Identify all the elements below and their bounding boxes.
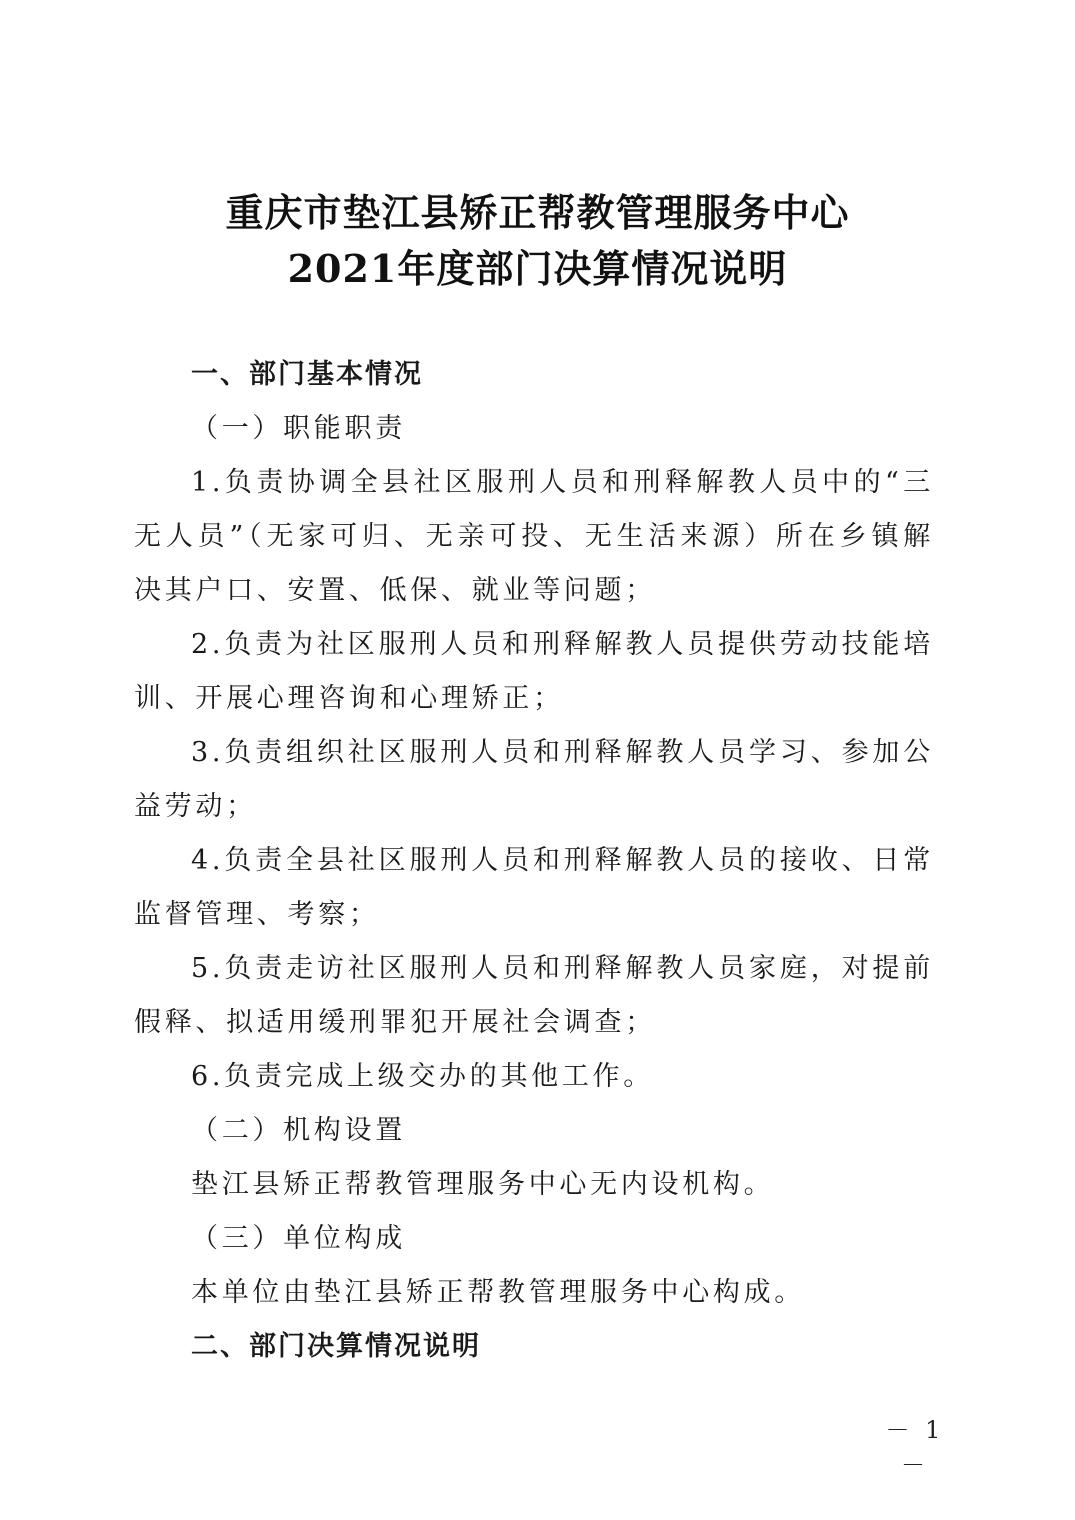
duty-item: 4.负责全县社区服刑人员和刑释解教人员的接收、日常监督管理、考察；	[134, 845, 934, 930]
duty-item: 2.负责为社区服刑人员和刑释解教人员提供劳动技能培训、开展心理咨询和心理矫正；	[134, 629, 934, 714]
document-title	[0, 185, 1075, 297]
section-heading-basic-info: 一、部门基本情况	[191, 359, 423, 390]
duty-item: 3.负责组织社区服刑人员和刑释解教人员学习、参加公益劳动；	[134, 737, 934, 822]
title-line-1: 重庆市垫江县矫正帮教管理服务中心	[225, 190, 850, 235]
subsection-heading-organization: （二）机构设置	[191, 1115, 406, 1146]
subsection-heading-duties: （一）职能职责	[191, 413, 406, 444]
duty-item: 5.负责走访社区服刑人员和刑释解教人员家庭，对提前假释、拟适用缓刑罪犯开展社会调查；	[134, 953, 934, 1038]
duty-item: 6.负责完成上级交办的其他工作。	[191, 1061, 654, 1092]
composition-text: 本单位由垫江县矫正帮教管理服务中心构成。	[191, 1277, 805, 1308]
page-number: － 1 －	[885, 1416, 945, 1479]
title-line-2: 2021年度部门决算情况说明	[287, 246, 788, 291]
document-body	[134, 348, 934, 1374]
duty-item: 1.负责协调全县社区服刑人员和刑释解教人员中的“三无人员”（无家可归、无亲可投、无生活来源）所在乡镇解决其户口、安置、低保、就业等问题；	[134, 467, 934, 606]
organization-text: 垫江县矫正帮教管理服务中心无内设机构。	[191, 1169, 775, 1200]
section-heading-final-accounts: 二、部门决算情况说明	[191, 1331, 481, 1362]
subsection-heading-composition: （三）单位构成	[191, 1223, 406, 1254]
